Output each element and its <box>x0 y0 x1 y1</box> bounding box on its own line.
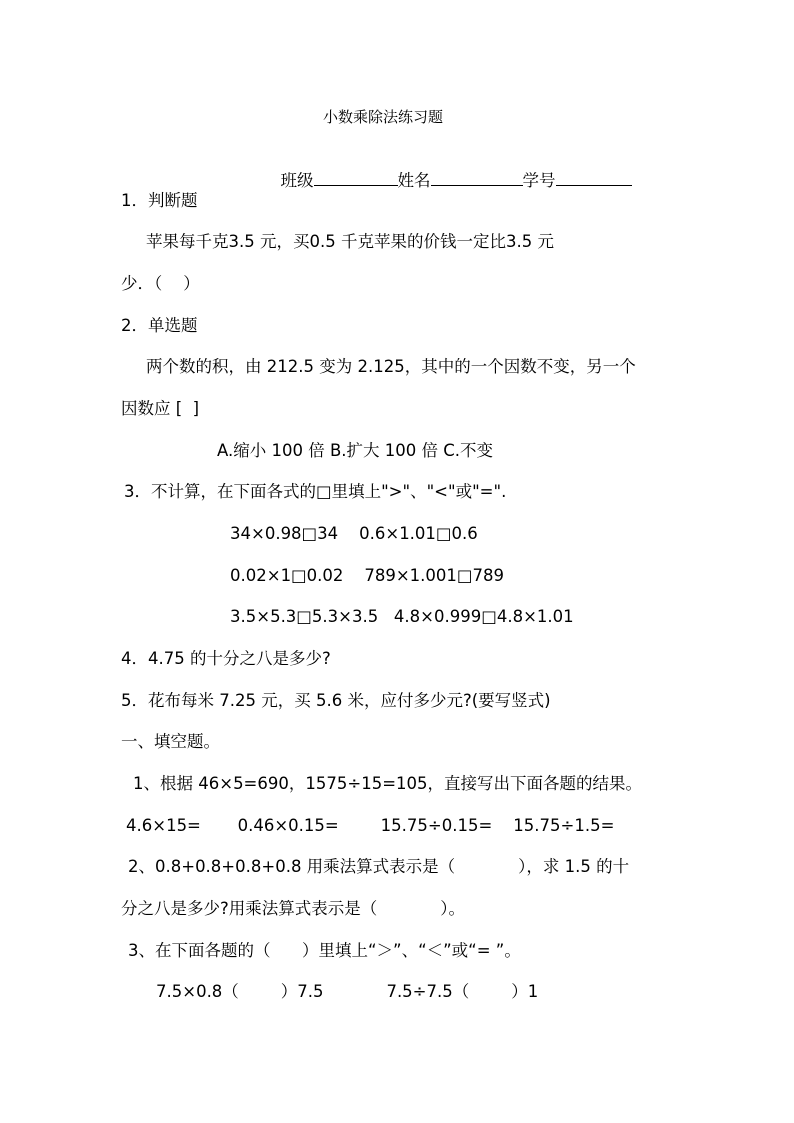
question-2-heading: 2．单选题 <box>121 316 198 335</box>
fill-2-text: 2、0.8+0.8+0.8+0.8 用乘法算式表示是（ ），求 1.5 的十 <box>128 857 630 876</box>
student-info-header <box>270 149 632 191</box>
question-3-row-3: 3.5×5.3□5.3×3.5 4.8×0.999□4.8×1.01 <box>230 607 574 626</box>
question-4: 4．4.75 的十分之八是多少? <box>121 649 331 668</box>
page-title: 小数乘除法练习题 <box>323 108 444 126</box>
question-3-row-2: 0.02×1□0.02 789×1.001□789 <box>230 566 505 585</box>
question-1-text: 苹果每千克3.5 元，买0.5 千克苹果的价钱一定比3.5 元 <box>146 232 554 251</box>
question-2-text: 两个数的积，由 212.5 变为 2.125，其中的一个因数不变，另一个 <box>146 357 636 376</box>
fill-1-text: 1、根据 46×5=690，1575÷15=105，直接写出下面各题的结果。 <box>133 774 643 793</box>
question-3-row-1: 34×0.98□34 0.6×1.01□0.6 <box>230 524 478 543</box>
class-blank[interactable] <box>314 169 398 186</box>
student-id-blank[interactable] <box>556 169 632 186</box>
name-blank[interactable] <box>431 169 523 186</box>
question-3-heading: 3．不计算，在下面各式的□里填上">"、"<"或"=". <box>124 482 507 501</box>
question-2-options: A.缩小 100 倍 B.扩大 100 倍 C.不变 <box>217 441 494 460</box>
fill-3-row: 7.5×0.8（ ）7.5 7.5÷7.5（ ）1 <box>156 982 539 1001</box>
question-1-heading: 1．判断题 <box>121 191 198 210</box>
question-2-text-continued: 因数应 [ ] <box>121 399 200 418</box>
section-fill-in-heading: 一、填空题。 <box>121 732 220 751</box>
fill-1-row: 4.6×15= 0.46×0.15= 15.75÷0.15= 15.75÷1.5= <box>126 816 615 835</box>
question-5: 5．花布每米 7.25 元，买 5.6 米，应付多少元?(要写竖式) <box>121 691 551 710</box>
student-id-label: 学号 <box>522 171 556 190</box>
class-label: 班级 <box>280 171 314 190</box>
fill-2-text-continued: 分之八是多少?用乘法算式表示是（ ）。 <box>121 899 465 918</box>
name-label: 姓名 <box>397 171 431 190</box>
fill-3-text: 3、在下面各题的（ ）里填上“＞”、“＜”或“= ”。 <box>128 941 521 960</box>
question-1-text-continued: 少．（ ） <box>121 274 200 293</box>
